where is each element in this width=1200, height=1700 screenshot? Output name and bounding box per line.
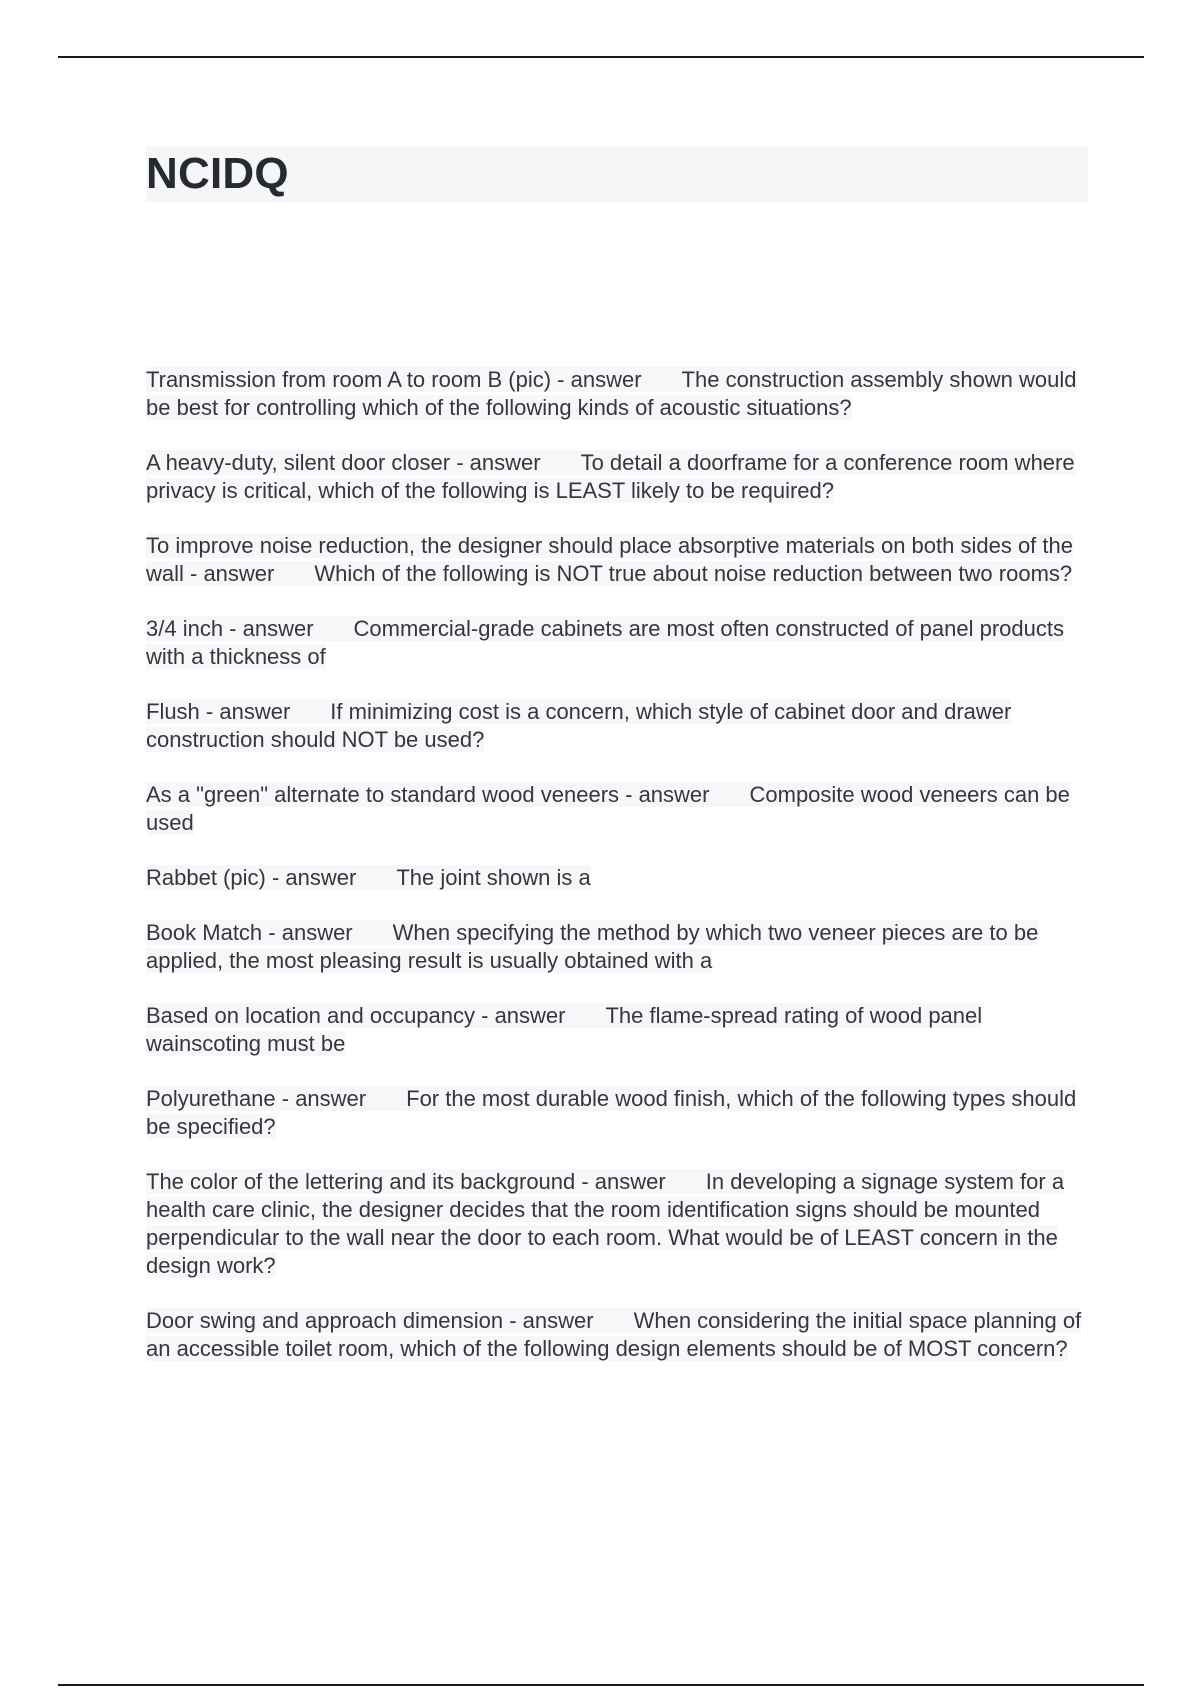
qa-item <box>146 615 1096 671</box>
question-text: In developing a signage system for a health care clinic, the designer decides that the room identification signs should be mounted perpendicular to the wall near the door to each room. What would be of LEAST concern in the design work? <box>146 1169 1065 1278</box>
answer-text: Book Match - answer <box>146 920 353 945</box>
qa-item <box>146 1307 1096 1363</box>
question-text: Which of the following is NOT true about noise reduction between two rooms? <box>314 561 1073 586</box>
top-rule <box>58 56 1144 58</box>
qa-item <box>146 919 1096 975</box>
answer-text: Transmission from room A to room B (pic) - answer <box>146 367 642 392</box>
answer-text: To improve noise reduction, the designer should place absorptive materials on both sides of the wall - answer <box>146 533 1073 586</box>
question-text: When considering the initial space planning of an accessible toilet room, which of the following design elements should be of MOST concern? <box>146 1308 1082 1361</box>
qa-item <box>146 864 1096 892</box>
question-text: When specifying the method by which two veneer pieces are to be applied, the most pleasing result is usually obtained with a <box>146 920 1039 973</box>
question-text: The construction assembly shown would be best for controlling which of the following kinds of acoustic situations? <box>146 367 1077 420</box>
qa-list <box>146 366 1096 1390</box>
answer-text: Polyurethane - answer <box>146 1086 367 1111</box>
question-text: To detail a doorframe for a conference room where privacy is critical, which of the following is LEAST likely to be required? <box>146 450 1075 503</box>
answer-text: Based on location and occupancy - answer <box>146 1003 566 1028</box>
page-title: NCIDQ <box>146 149 289 198</box>
answer-text: Rabbet (pic) - answer <box>146 865 357 890</box>
question-text: Composite wood veneers can be used <box>146 782 1070 835</box>
qa-item <box>146 366 1096 422</box>
question-text: If minimizing cost is a concern, which style of cabinet door and drawer construction should NOT be used? <box>146 699 1012 752</box>
answer-text: Door swing and approach dimension - answer <box>146 1308 594 1333</box>
qa-item <box>146 781 1096 837</box>
qa-item <box>146 698 1096 754</box>
answer-text: A heavy-duty, silent door closer - answer <box>146 450 541 475</box>
question-text: For the most durable wood finish, which of the following types should be specified? <box>146 1086 1077 1139</box>
qa-item <box>146 1085 1096 1141</box>
question-text: The flame-spread rating of wood panel wainscoting must be <box>146 1003 983 1056</box>
answer-text: 3/4 inch - answer <box>146 616 314 641</box>
question-text: The joint shown is a <box>396 865 591 890</box>
bottom-rule <box>58 1684 1144 1686</box>
answer-text: Flush - answer <box>146 699 291 724</box>
qa-item <box>146 532 1096 588</box>
qa-item <box>146 1168 1096 1280</box>
answer-text: As a "green" alternate to standard wood veneers - answer <box>146 782 710 807</box>
answer-text: The color of the lettering and its background - answer <box>146 1169 666 1194</box>
question-text: Commercial-grade cabinets are most often constructed of panel products with a thickness of <box>146 616 1064 669</box>
qa-item <box>146 449 1096 505</box>
qa-item <box>146 1002 1096 1058</box>
